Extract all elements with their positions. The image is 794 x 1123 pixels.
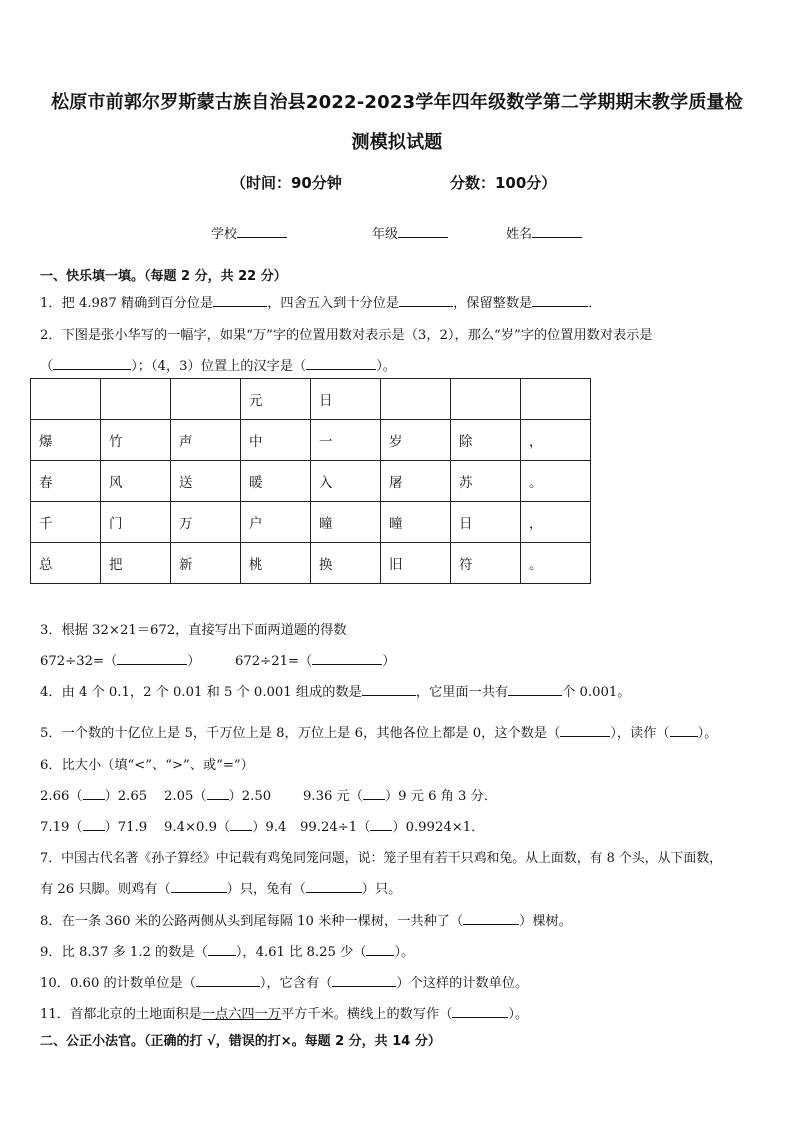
q10-blank-1[interactable] — [196, 973, 260, 987]
grid-cell: 万 — [171, 502, 241, 543]
q11-underlined-number: 一点六四一万 — [201, 1007, 281, 1022]
q9-text-b: ），4.61 比 8.25 少（ — [235, 945, 367, 960]
grid-cell: 换 — [311, 543, 381, 584]
grid-cell: 爆 — [31, 420, 101, 461]
q4-text-c: 个 0.001。 — [562, 685, 631, 700]
question-9 — [40, 941, 414, 960]
question-7-line2 — [40, 878, 401, 897]
q8-blank-1[interactable] — [463, 911, 519, 925]
grid-row — [31, 543, 591, 584]
grid-cell: 户 — [241, 502, 311, 543]
grid-cell: 曈 — [381, 502, 451, 543]
q6-r2-blank-1[interactable] — [83, 817, 105, 831]
grid-row — [31, 461, 591, 502]
character-grid-body — [31, 379, 591, 584]
q7-text-a: 有 26 只脚。则鸡有（ — [40, 882, 171, 897]
section1-title: 一、快乐填一填。（每题 2 分，共 22 分） — [40, 269, 287, 284]
grid-cell: 岁 — [381, 420, 451, 461]
name-label: 姓名 — [506, 227, 533, 242]
grid-cell: 一 — [311, 420, 381, 461]
question-10 — [40, 972, 528, 991]
exam-title-line1: 松原市前郭尔罗斯蒙古族自治县2022-2023学年四年级数学第二学期期末教学质量检 — [51, 92, 743, 113]
grade-blank[interactable] — [398, 225, 448, 238]
grid-cell: 元 — [241, 379, 311, 420]
question-3 — [40, 619, 347, 638]
exam-score: 分数：100分） — [450, 174, 557, 192]
q10-text-a: 10．0.60 的计数单位是（ — [40, 976, 196, 991]
grid-row — [31, 420, 591, 461]
grid-cell: 屠 — [381, 461, 451, 502]
q1-text-c: ，保留整数是 — [453, 296, 533, 311]
grid-cell: ， — [521, 420, 591, 461]
grid-cell — [101, 379, 171, 420]
grid-cell: 总 — [31, 543, 101, 584]
q6-r2-blank-3[interactable] — [370, 817, 392, 831]
q6-r2-text-5: 99.24÷1（ — [300, 820, 371, 835]
grade-field — [372, 223, 448, 242]
school-label: 学校 — [211, 227, 238, 242]
q3-text: 3．根据 32×21＝672，直接写出下面两道题的得数 — [40, 623, 347, 638]
name-field — [506, 223, 582, 242]
grid-cell — [31, 379, 101, 420]
question-2 — [40, 324, 653, 343]
q1-text-a: 1．把 4.987 精确到百分位是 — [40, 296, 214, 311]
q6-row1-item1 — [40, 785, 147, 804]
grid-cell: 入 — [311, 461, 381, 502]
q6-r1-blank-2[interactable] — [207, 786, 229, 800]
section2-title: 二、公正小法官。（正确的打 √，错误的打×。每题 2 分，共 14 分） — [40, 1034, 441, 1049]
q3-b-text-2: ） — [382, 654, 396, 669]
q11-blank-1[interactable] — [452, 1004, 508, 1018]
q2-blank-2[interactable] — [306, 356, 376, 370]
q3-blank-a[interactable] — [117, 651, 187, 665]
grid-cell: 把 — [101, 543, 171, 584]
q6-r2-blank-2[interactable] — [230, 817, 252, 831]
grid-cell: 。 — [521, 461, 591, 502]
q7-text-b: ）只，兔有（ — [226, 882, 306, 897]
q5-blank-2[interactable] — [670, 723, 698, 737]
q6-r1-blank-1[interactable] — [83, 786, 105, 800]
q5-text-a: 5．一个数的十亿位上是 5，千万位上是 8，万位上是 6，其他各位上都是 0，这个数是（ — [40, 726, 561, 741]
q6-r2-text-6: ）0.9924×1． — [392, 820, 485, 835]
q3-a-text-1: 672÷32=（ — [40, 654, 118, 669]
grid-cell: 旧 — [381, 543, 451, 584]
grid-cell — [171, 379, 241, 420]
q6-row2-item3 — [300, 816, 484, 835]
question-3-b — [235, 650, 395, 669]
grid-cell: 符 — [451, 543, 521, 584]
q8-text-b: ）棵树。 — [519, 914, 572, 929]
grid-cell: 春 — [31, 461, 101, 502]
question-2-line2 — [40, 355, 396, 374]
q1-blank-2[interactable] — [399, 293, 453, 307]
grid-cell: 曈 — [311, 502, 381, 543]
q11-text-a: 11．首都北京的土地面积是 — [40, 1007, 202, 1022]
grid-cell: 苏 — [451, 461, 521, 502]
q6-row2-item1 — [40, 816, 147, 835]
q5-text-b: ），读作（ — [610, 726, 670, 741]
q9-blank-2[interactable] — [366, 942, 394, 956]
grid-cell: 门 — [101, 502, 171, 543]
q6-r1-blank-3[interactable] — [363, 786, 385, 800]
q2-text-a: （ — [40, 359, 54, 374]
q2-text-line1: 2．下图是张小华写的一幅字，如果“万”字的位置用数对表示是（3，2），那么“岁”字的位置用数对表示是 — [40, 328, 653, 343]
q9-text-a: 9．比 8.37 多 1.2 的数是（ — [40, 945, 208, 960]
grid-cell: 日 — [451, 502, 521, 543]
q7-text-line1: 7．中国古代名著《孙子算经》中记载有鸡兔同笼问题，说：笼子里有若干只鸡和兔。从上面数，有 8 个头，从下面数， — [40, 851, 723, 866]
q1-blank-1[interactable] — [213, 293, 267, 307]
grid-cell: 竹 — [101, 420, 171, 461]
grid-cell: 声 — [171, 420, 241, 461]
grid-row — [31, 379, 591, 420]
q7-blank-2[interactable] — [306, 879, 362, 893]
q6-r2-text-4: ）9.4 — [252, 820, 287, 835]
q6-r2-text-2: ）71.9 — [104, 820, 148, 835]
question-4 — [40, 681, 630, 700]
q6-r1-text-2: ）2.65 — [104, 789, 148, 804]
q6-r2-text-1: 7.19（ — [40, 820, 83, 835]
question-1 — [40, 292, 601, 311]
q10-blank-2[interactable] — [332, 973, 396, 987]
q4-text-a: 4．由 4 个 0.1，2 个 0.01 和 5 个 0.001 组成的数是 — [40, 685, 362, 700]
q5-text-c: ）。 — [697, 726, 718, 741]
grid-cell: 桃 — [241, 543, 311, 584]
q6-row2-item2 — [164, 816, 286, 835]
q2-text-b: ）；（4，3）位置上的汉字是（ — [131, 359, 307, 374]
grid-cell: 风 — [101, 461, 171, 502]
q10-text-c: ）个这样的计数单位。 — [396, 976, 529, 991]
question-6 — [40, 754, 254, 773]
q8-text-a: 8．在一条 360 米的公路两侧从头到尾每隔 10 米种一棵树，一共种了（ — [40, 914, 464, 929]
q3-a-text-2: ） — [187, 654, 201, 669]
school-field — [211, 223, 287, 242]
question-3-a — [40, 650, 200, 669]
grid-cell: 千 — [31, 502, 101, 543]
q4-blank-2[interactable] — [508, 682, 562, 696]
grade-label: 年级 — [372, 227, 399, 242]
q3-b-text-1: 672÷21=（ — [235, 654, 313, 669]
grid-cell — [451, 379, 521, 420]
q7-text-c: ）只。 — [361, 882, 402, 897]
q6-title: 6．比大小（填“<”、“>”、或“=”） — [40, 758, 254, 773]
question-7 — [40, 847, 722, 866]
q9-text-c: ）。 — [394, 945, 415, 960]
grid-cell: 日 — [311, 379, 381, 420]
grid-cell — [521, 379, 591, 420]
q6-r1-text-5: 9.36 元（ — [303, 789, 363, 804]
question-11 — [40, 1003, 528, 1022]
q1-text-d: ． — [588, 296, 602, 311]
school-blank[interactable] — [237, 225, 287, 238]
q9-blank-1[interactable] — [208, 942, 236, 956]
q2-text-c: ）。 — [376, 359, 396, 374]
question-5 — [40, 722, 717, 741]
grid-cell: 中 — [241, 420, 311, 461]
character-grid — [30, 378, 591, 584]
q1-text-b: ，四舍五入到十分位是 — [267, 296, 400, 311]
q4-blank-1[interactable] — [362, 682, 416, 696]
q6-r1-text-4: ）2.50 — [228, 789, 272, 804]
q6-r1-text-6: ）9 元 6 角 3 分． — [384, 789, 498, 804]
grid-cell: ， — [521, 502, 591, 543]
q2-blank-1[interactable] — [53, 356, 131, 370]
q6-r1-text-1: 2.66（ — [40, 789, 83, 804]
grid-cell: 暖 — [241, 461, 311, 502]
q6-r1-text-3: 2.05（ — [164, 789, 207, 804]
grid-row — [31, 502, 591, 543]
q6-row1-item2 — [164, 785, 271, 804]
grid-cell: 新 — [171, 543, 241, 584]
grid-cell: 除 — [451, 420, 521, 461]
q6-row1-item3 — [303, 785, 497, 804]
q7-blank-1[interactable] — [171, 879, 227, 893]
q4-text-b: ，它里面一共有 — [415, 685, 509, 700]
q3-blank-b[interactable] — [312, 651, 382, 665]
q5-blank-1[interactable] — [560, 723, 610, 737]
q10-text-b: ），它含有（ — [259, 976, 333, 991]
exam-title-line2: 测模拟试题 — [351, 132, 443, 153]
q6-r2-text-3: 9.4×0.9（ — [164, 820, 231, 835]
question-8 — [40, 910, 572, 929]
exam-time: （时间：90分钟 — [231, 174, 342, 192]
q1-blank-3[interactable] — [532, 293, 588, 307]
name-blank[interactable] — [532, 225, 582, 238]
grid-cell: 。 — [521, 543, 591, 584]
grid-cell: 送 — [171, 461, 241, 502]
grid-cell — [381, 379, 451, 420]
q11-text-c: ）。 — [508, 1007, 529, 1022]
q11-text-b: 平方千米。横线上的数写作（ — [280, 1007, 453, 1022]
